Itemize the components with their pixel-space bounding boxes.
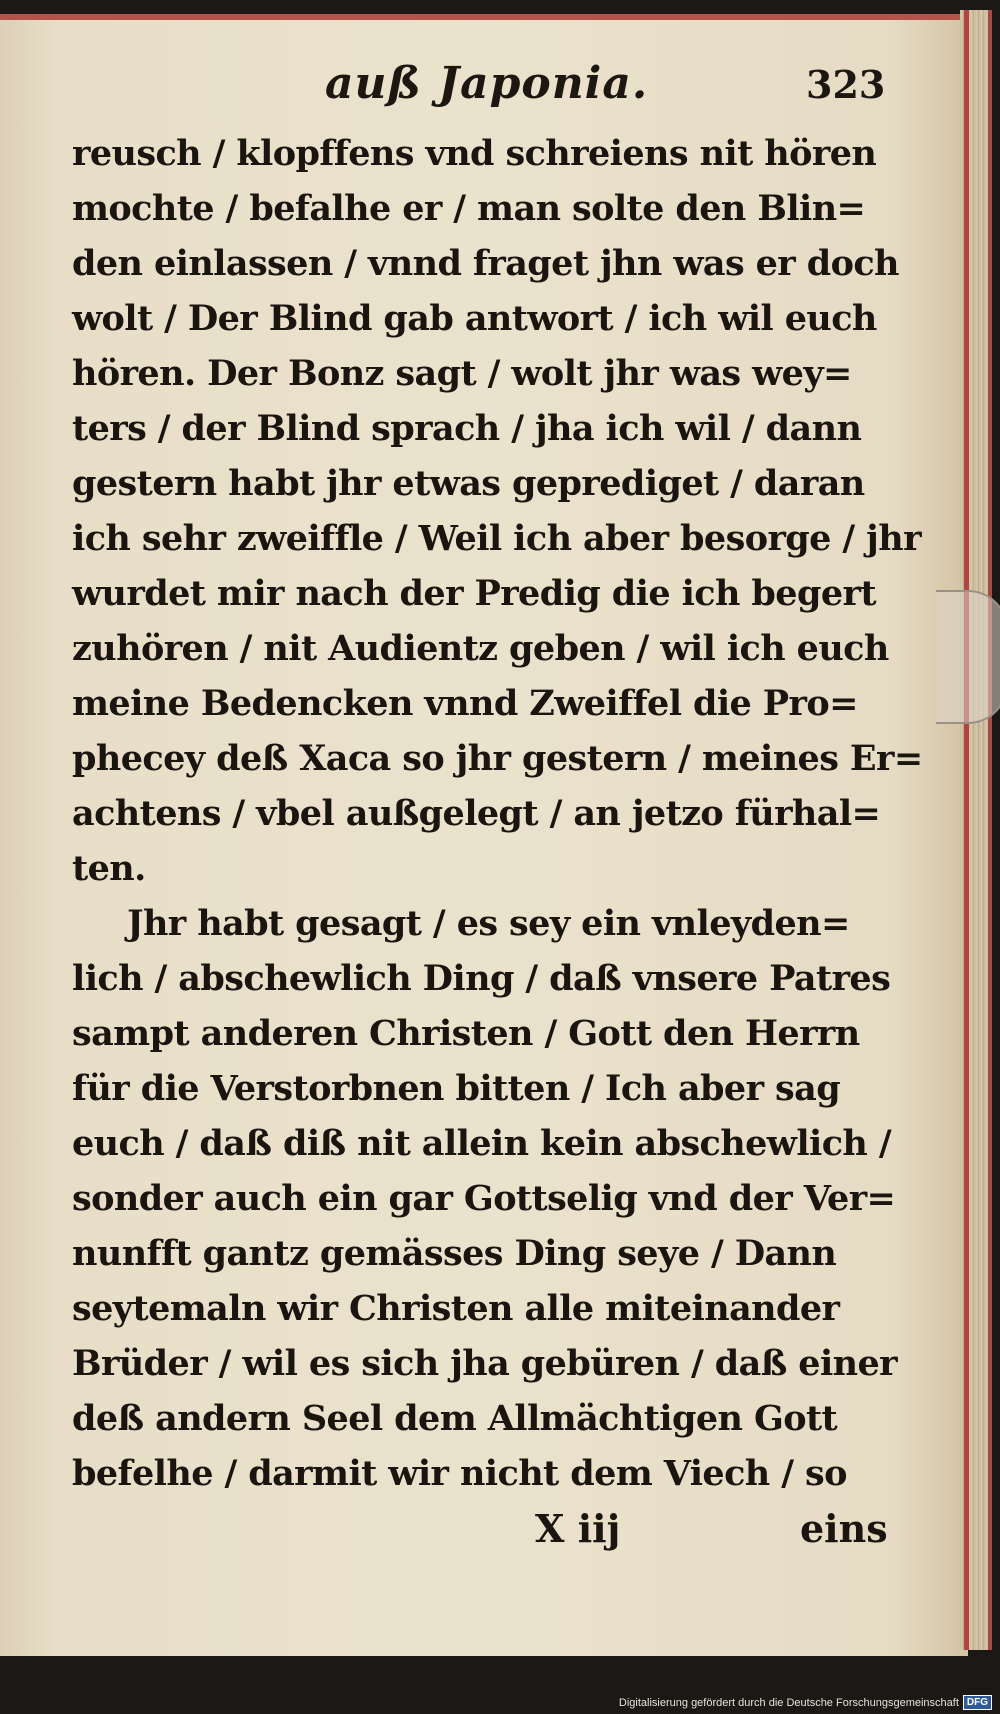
text-line: ten. [72, 848, 146, 889]
text-line: ich sehr zweiffle / Weil ich aber besorge / jhr [72, 518, 921, 559]
page-number: 323 [806, 62, 886, 107]
signature-mark: X iij [535, 1506, 621, 1551]
text-line: wurdet mir nach der Predig die ich begert [72, 573, 876, 614]
text-line: zuhören / nit Audientz geben / wil ich euch [72, 628, 889, 669]
text-line: befelhe / darmit wir nicht dem Viech / so [72, 1453, 847, 1494]
text-line: sampt anderen Christen / Gott den Herrn [72, 1013, 860, 1054]
dfg-logo: DFG [963, 1695, 992, 1710]
text-line: phecey deß Xaca so jhr gestern / meines Er= [72, 738, 923, 779]
text-line: Brüder / wil es sich jha gebüren / daß einer [72, 1343, 897, 1384]
text-line: achtens / vbel außgelegt / an jetzo fürhal= [72, 793, 881, 834]
text-line: Jhr habt gesagt / es sey ein vnleyden= [127, 903, 850, 944]
text-line: sonder auch ein gar Gottselig vnd der Ver= [72, 1178, 896, 1219]
red-page-edge [964, 10, 969, 1650]
text-line: lich / abschewlich Ding / daß vnsere Patres [72, 958, 891, 999]
text-line: hören. Der Bonz sagt / wolt jhr was wey= [72, 353, 852, 394]
text-line: seytemaln wir Christen alle miteinander [72, 1288, 840, 1329]
text-line: deß andern Seel dem Allmächtigen Gott [72, 1398, 838, 1439]
text-line: für die Verstorbnen bitten / Ich aber sag [72, 1068, 841, 1109]
running-head: auß Japonia. [325, 58, 649, 109]
text-line: den einlassen / vnnd fraget jhn was er doch [72, 243, 899, 284]
thumb-tab [936, 590, 1000, 724]
text-line: reusch / klopffens vnd schreiens nit hören [72, 133, 877, 174]
digitization-credit [619, 1695, 992, 1710]
text-line: ters / der Blind sprach / jha ich wil / dann [72, 408, 862, 449]
page-footer [0, 1506, 968, 1556]
text-line: euch / daß diß nit allein kein abschewlich / [72, 1123, 892, 1164]
text-line: wolt / Der Blind gab antwort / ich wil euch [72, 298, 877, 339]
body-text [72, 126, 923, 1501]
text-line: meine Bedencken vnnd Zweiffel die Pro= [72, 683, 858, 724]
catchword: eins [800, 1506, 888, 1551]
credit-text: Digitalisierung gefördert durch die Deutsche Forschungsgemeinschaft [618, 1696, 959, 1709]
text-line: nunfft gantz gemässes Ding seye / Dann [72, 1233, 837, 1274]
text-line: mochte / befalhe er / man solte den Blin= [72, 188, 866, 229]
page-header [0, 58, 968, 118]
text-line: gestern habt jhr etwas geprediget / daran [72, 463, 865, 504]
